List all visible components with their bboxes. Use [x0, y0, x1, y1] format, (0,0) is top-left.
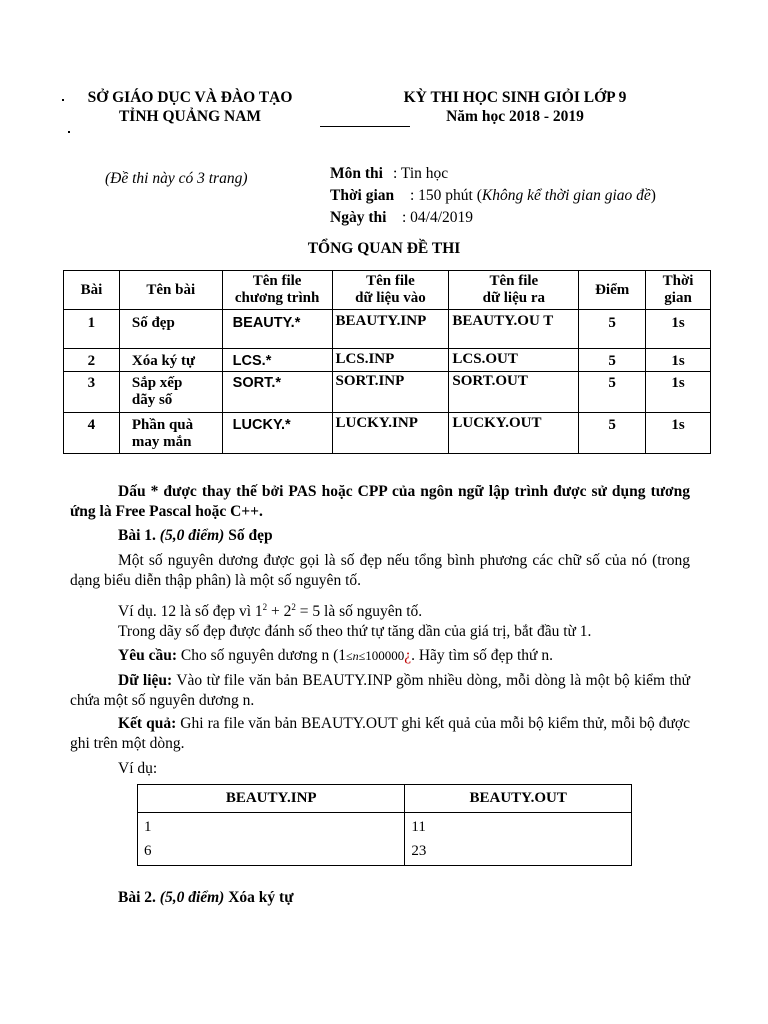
problem1-points: (5,0 điểm) [159, 527, 225, 544]
department-header [60, 88, 320, 126]
row-time: 1s [646, 413, 711, 454]
row-time: 1s [646, 349, 711, 372]
row-out: LCS.OUT [449, 349, 579, 372]
col-header: Tên bài [119, 271, 222, 310]
example-output-cell: 11 23 [405, 813, 632, 866]
dot-mark [68, 131, 70, 133]
example-output-header: BEAUTY.OUT [405, 785, 632, 813]
row-time: 1s [646, 310, 711, 349]
problem1-name: Số đẹp [228, 527, 273, 544]
time-note: Không kể thời gian giao đề [481, 187, 651, 204]
row-inp: SORT.INP [332, 372, 449, 413]
row-inp: LCS.INP [332, 349, 449, 372]
col-header: Tên file dữ liệu vào [332, 271, 449, 310]
problem2-name: Xóa ký tự [228, 889, 294, 906]
overview-table [63, 270, 711, 454]
problem1-title: Bài 1. [118, 527, 156, 544]
row-num: 1 [64, 310, 120, 349]
overview-title: TỔNG QUAN ĐỀ THI [307, 240, 461, 257]
exam-header [380, 88, 650, 126]
dot-mark [62, 99, 64, 101]
col-header: Tên file chương trình [222, 271, 332, 310]
table-row [64, 413, 711, 454]
table-header-row [64, 271, 711, 310]
col-header: Bài [64, 271, 120, 310]
row-inp: LUCKY.INP [332, 413, 449, 454]
subject-label: Môn thi [330, 165, 383, 182]
problem2-points: (5,0 điểm) [159, 889, 225, 906]
row-num: 4 [64, 413, 120, 454]
row-inp: BEAUTY.INP [332, 310, 449, 349]
exam-name: KỲ THI HỌC SINH GIỎI LỚP 9 [403, 89, 627, 106]
problem1-sequence-text: Trong dãy số đẹp được đánh số theo thứ tự tăng dần của giá trị, bắt đầu từ 1. [118, 623, 592, 640]
time-label: Thời gian [330, 187, 395, 204]
row-score: 5 [579, 349, 646, 372]
row-num: 3 [64, 372, 120, 413]
example-data-row [138, 813, 632, 866]
pages-note: (Đề thi này có 3 trang) [105, 170, 248, 187]
department-name: SỞ GIÁO DỤC VÀ ĐÀO TẠO [87, 89, 293, 106]
row-score: 5 [579, 413, 646, 454]
row-prog: LUCKY.* [222, 413, 332, 454]
example-header-row [138, 785, 632, 813]
problem1-heading [70, 526, 690, 546]
row-num: 2 [64, 349, 120, 372]
example-input-header: BEAUTY.INP [138, 785, 405, 813]
example-label: Ví dụ: [118, 760, 158, 777]
row-name: Sắp xếp dãy số [119, 372, 222, 413]
row-time: 1s [646, 372, 711, 413]
problem1-requirement: Yêu cầu: Cho số nguyên dương n (1≤n≤100000¿. Hãy tìm số đẹp thứ n. [118, 647, 553, 664]
date-value: : 04/4/2019 [402, 209, 474, 226]
table-row [64, 349, 711, 372]
problem1-example-text: Ví dụ. 12 là số đẹp vì $1^2 + 2^2 = 5$ là số nguyên tố. [118, 602, 423, 621]
problem1-definition: Một số nguyên dương được gọi là số đẹp nếu tổng bình phương các chữ số của nó (trong dạng biểu diễn thập phân) là một số nguyên tố. [70, 552, 690, 589]
row-name: Phần quà may mắn [119, 413, 222, 454]
table-row [64, 372, 711, 413]
row-prog: SORT.* [222, 372, 332, 413]
problem1-input-spec: Dữ liệu: Vào từ file văn bản BEAUTY.INP gồm nhiều dòng, mỗi dòng là một bộ kiểm thử chứa một số nguyên dương n. [70, 672, 690, 709]
row-prog: LCS.* [222, 349, 332, 372]
exam-meta [330, 163, 656, 229]
col-header: Thời gian [646, 271, 711, 310]
col-header: Tên file dữ liệu ra [449, 271, 579, 310]
row-name: Số đẹp [119, 310, 222, 349]
problem2-heading [70, 888, 690, 908]
province-name: TỈNH QUẢNG NAM [118, 108, 262, 125]
school-year: Năm học 2018 - 2019 [446, 108, 584, 125]
row-name: Xóa ký tự [119, 349, 222, 372]
example-table [137, 784, 632, 866]
problem1-output-spec: Kết quả: Ghi ra file văn bản BEAUTY.OUT ghi kết quả của mỗi bộ kiểm thử, mỗi bộ được ghi trên một dòng. [70, 715, 691, 752]
row-out: SORT.OUT [449, 372, 579, 413]
header-divider [320, 126, 410, 127]
row-out: LUCKY.OUT [449, 413, 579, 454]
row-prog: BEAUTY.* [222, 310, 332, 349]
date-label: Ngày thi [330, 209, 387, 226]
row-out: BEAUTY.OU T [449, 310, 579, 349]
time-value: : 150 phút ( [410, 187, 482, 204]
row-score: 5 [579, 310, 646, 349]
col-header: Điểm [579, 271, 646, 310]
subject-value: : Tin học [393, 165, 449, 182]
problem2-title: Bài 2. [118, 889, 156, 906]
note-paragraph: Dấu * được thay thế bởi PAS hoặc CPP của ngôn ngữ lập trình được sử dụng tương ứng là Free Pascal hoặc C++. [70, 483, 690, 520]
example-input-cell: 1 6 [138, 813, 405, 866]
table-row [64, 310, 711, 349]
time-close: ) [650, 187, 656, 204]
row-score: 5 [579, 372, 646, 413]
